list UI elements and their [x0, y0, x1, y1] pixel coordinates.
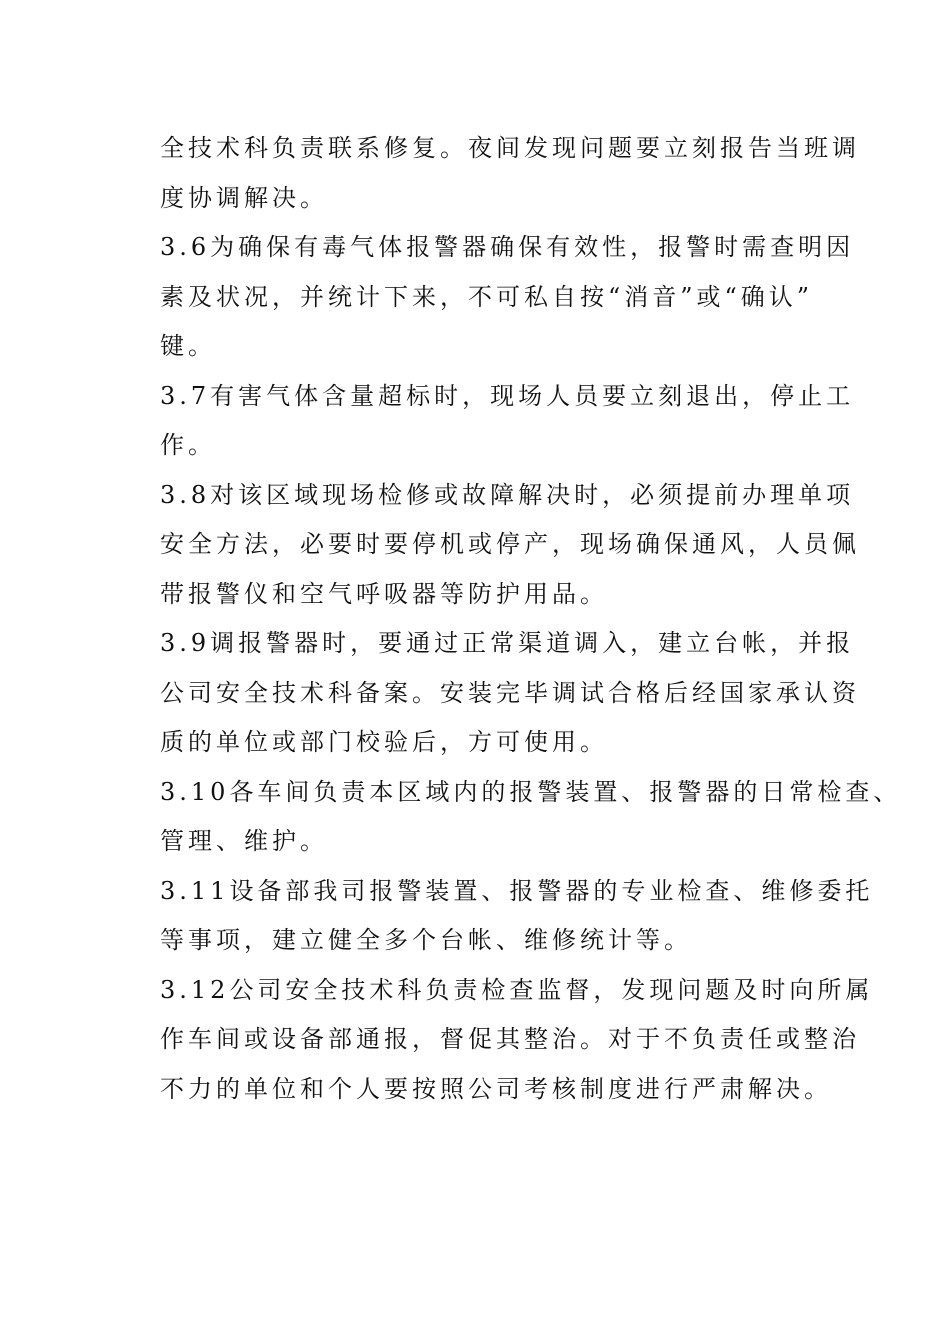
- text-line: 带报警仪和空气呼吸器等防护用品。: [160, 579, 608, 608]
- text-line: 安全方法，必要时要停机或停产，现场确保通风，人员佩: [160, 530, 860, 558]
- text-line: 3.7有害气体含量超标时，现场人员要立刻退出，停止工: [160, 381, 855, 410]
- text-line: 等事项，建立健全多个台帐、维修统计等。: [160, 926, 692, 954]
- text-line: 3.11设备部我司报警装置、报警器的专业检查、维修委托: [160, 876, 874, 905]
- text-line: 全技术科负责联系修复。夜间发现问题要立刻报告当班调: [160, 134, 860, 162]
- text-line: 质的单位或部门校验后，方可使用。: [160, 728, 608, 756]
- text-line: 3.9调报警器时，要通过正常渠道调入，建立台帐，并报: [160, 629, 855, 657]
- text-line: 3.10各车间负责本区域内的报警装置、报警器的日常检查、: [160, 777, 902, 806]
- text-line: 3.8对该区域现场检修或故障解决时，必须提前办理单项: [160, 480, 855, 509]
- text-line: 不力的单位和个人要按照公司考核制度进行严肃解决。: [160, 1074, 832, 1103]
- text-line: 度协调解决。: [160, 183, 328, 212]
- document-body: [160, 124, 902, 1114]
- text-line: 素及状况，并统计下来，不可私自按“消音”或“确认”: [160, 282, 814, 311]
- text-line: 管理、维护。: [160, 827, 328, 855]
- text-line: 键。: [160, 332, 216, 360]
- text-line: 作车间或设备部通报，督促其整治。对于不负责任或整治: [160, 1025, 860, 1053]
- text-line: 公司安全技术科备案。安装完毕调试合格后经国家承认资: [160, 678, 860, 707]
- text-line: 3.12公司安全技术科负责检查监督，发现问题及时向所属: [160, 975, 874, 1004]
- text-line: 作。: [160, 431, 216, 459]
- text-line: 3.6为确保有毒气体报警器确保有效性，报警时需查明因: [160, 233, 855, 261]
